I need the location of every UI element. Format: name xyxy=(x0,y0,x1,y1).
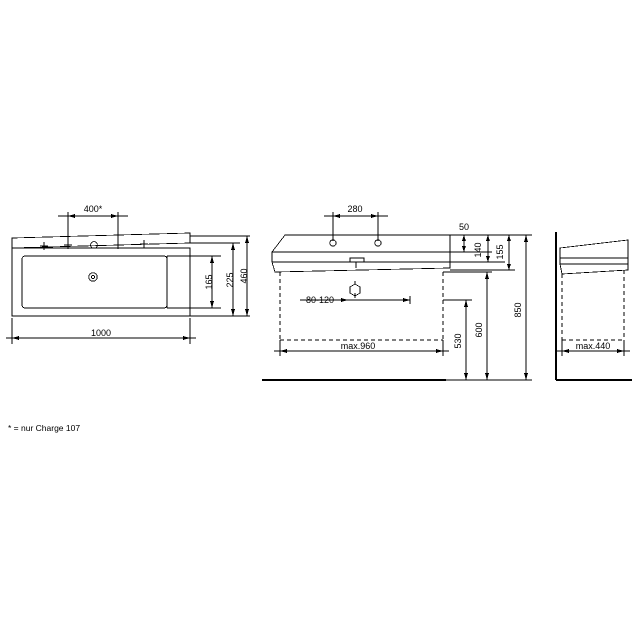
dim-label-front-waste-range: 80-120 xyxy=(305,295,335,305)
dim-label-side-max-depth: max.440 xyxy=(575,341,611,351)
side-view-geometry xyxy=(556,232,632,380)
dim-label-top-inner-depth: 225 xyxy=(225,272,235,288)
front-view-geometry xyxy=(272,235,450,298)
dim-label-front-top-offset: 50 xyxy=(458,222,470,232)
dim-label-front-tap-spacing: 280 xyxy=(347,204,363,214)
footnote: * = nur Charge 107 xyxy=(8,423,81,433)
top-view-geometry xyxy=(12,233,190,316)
dim-label-front-knee-space: 530 xyxy=(453,333,463,349)
dim-label-top-total-depth: 460 xyxy=(239,268,249,284)
front-view-hidden-lines xyxy=(280,272,443,340)
dim-label-top-tap-spacing: 400* xyxy=(83,204,103,214)
dim-label-front-mount-height: 850 xyxy=(513,302,523,318)
dim-label-front-total-rim: 155 xyxy=(495,244,505,260)
dim-label-front-max-width: max.960 xyxy=(340,341,376,351)
dim-label-top-basin-depth: 165 xyxy=(204,274,214,290)
dim-label-front-rim-height: 140 xyxy=(473,242,483,258)
dim-label-top-width: 1000 xyxy=(90,328,112,338)
dim-label-front-bowl-bottom: 600 xyxy=(474,322,484,338)
